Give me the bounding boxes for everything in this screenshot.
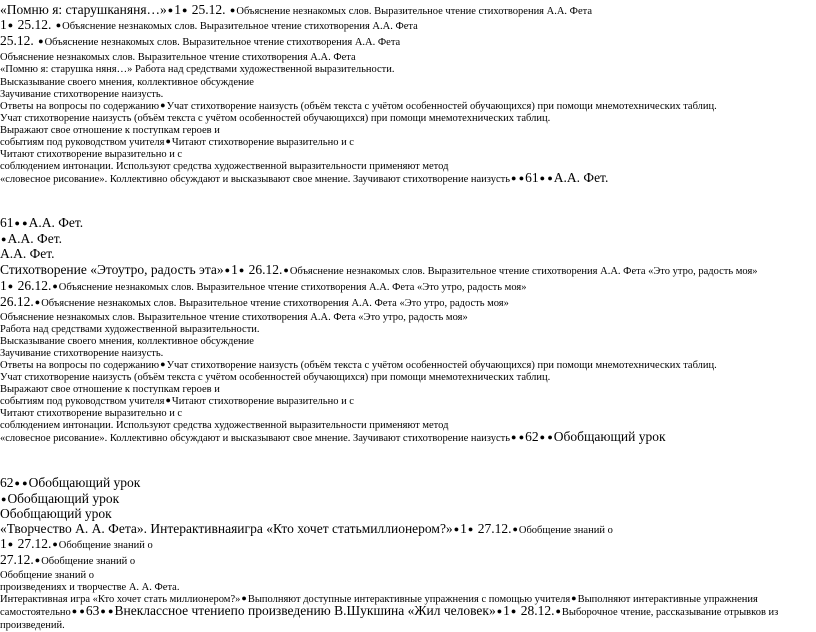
text-run: соблюдением интонации. Используют средства художественной выразительности применяют метод xyxy=(0,420,449,431)
text-run: событиям под руководством учителя xyxy=(0,396,165,407)
bullet-icon: ● xyxy=(224,265,231,275)
text-line xyxy=(0,536,153,552)
text-line xyxy=(0,231,62,247)
bullet-icon: ● ● xyxy=(71,606,85,616)
bullet-icon: ● xyxy=(453,524,460,534)
text-run: Высказывание своего мнения, коллективное обсуждение xyxy=(0,336,254,347)
text-run: Заучивание стихотворение наизусть. xyxy=(0,348,164,359)
text-run: Обобщающий урок xyxy=(553,429,666,444)
bullet-icon: ● xyxy=(467,524,474,534)
text-run: 61 xyxy=(0,215,14,230)
bullet-icon: ● xyxy=(52,539,58,549)
text-run: А.А. Фет. xyxy=(0,246,55,261)
bullet-icon: ● xyxy=(7,20,14,30)
bullet-icon: ● xyxy=(160,100,166,110)
bullet-icon: ● xyxy=(165,395,171,405)
text-line xyxy=(0,17,418,33)
text-run: Ответы на вопросы по содержанию xyxy=(0,360,160,371)
bullet-icon: ● ● xyxy=(100,606,114,616)
text-run: Читают стихотворение выразительно и с xyxy=(171,396,354,407)
text-run: 61 xyxy=(525,170,539,185)
text-run: Высказывание своего мнения, коллективное обсуждение xyxy=(0,77,254,88)
text-run: Учат стихотворение наизусть (объём текста с учётом особенностей обучающихся) при помощи мнемотехнических таблиц. xyxy=(166,101,717,112)
bullet-icon: ● xyxy=(510,606,517,616)
text-line xyxy=(0,616,65,632)
bullet-icon: ● xyxy=(241,593,247,603)
text-run: Внеклассное чтениепо произведению В.Шукшина «Жил человек» xyxy=(114,603,496,618)
text-run: соблюдением интонации. Используют средства художественной выразительности применяют метод xyxy=(0,161,449,172)
bullet-icon: ● ● xyxy=(539,432,553,442)
bullet-icon: ● xyxy=(1,234,7,244)
text-run: Объяснение незнакомых слов. Выразительное чтение стихотворения А.А. Фета «Это утро, радость моя» xyxy=(289,266,758,277)
bullet-icon: ● xyxy=(571,593,577,603)
bullet-icon: ● xyxy=(34,555,41,565)
text-run: произведениях и творчестве А. А. Фета. xyxy=(0,582,180,593)
text-run: Объяснение незнакомых слов. Выразительное чтение стихотворения А.А. Фета xyxy=(0,52,356,63)
text-run: Читают стихотворение выразительно и с xyxy=(0,408,183,419)
text-run: 1 xyxy=(0,17,7,32)
text-line xyxy=(0,603,778,619)
text-run: 1 xyxy=(0,278,7,293)
text-run: Объяснение незнакомых слов. Выразительное чтение стихотворения А.А. Фета xyxy=(62,21,418,32)
bullet-icon: ● xyxy=(283,265,289,275)
text-run: Объяснение незнакомых слов. Выразительное чтение стихотворения А.А. Фета «Это утро, радость моя» xyxy=(0,312,468,323)
text-run: А.А. Фет. xyxy=(28,215,84,230)
text-run: 26.12. xyxy=(0,294,34,309)
text-run: Объяснение незнакомых слов. Выразительное чтение стихотворения А.А. Фета «Это утро, радость моя» xyxy=(58,282,527,293)
text-line xyxy=(0,429,666,445)
text-line xyxy=(0,491,119,507)
text-run: 1 xyxy=(231,262,238,277)
text-run: Интерактивная игра «Кто хочет стать миллионером?» xyxy=(0,594,241,605)
text-run: Ответы на вопросы по содержанию xyxy=(0,101,160,112)
bullet-icon: ● xyxy=(496,606,503,616)
bullet-icon: ● xyxy=(7,281,14,291)
bullet-icon: ● xyxy=(52,281,58,291)
bullet-icon: ● xyxy=(512,524,518,534)
text-run: Обобщение знаний о xyxy=(518,525,613,536)
text-run: Обобщение знаний о xyxy=(0,570,94,581)
text-line xyxy=(0,170,608,186)
text-run: «Творчество А. А. Фета». Интерактивнаяигра «Кто хочет статьмиллионером?» xyxy=(0,521,453,536)
text-run: событиям под руководством учителя xyxy=(0,137,165,148)
text-line xyxy=(0,475,140,491)
text-run: Выражают свое отношение к поступкам героев и xyxy=(0,125,220,136)
text-run: 1 xyxy=(460,521,467,536)
bullet-icon: ● ● xyxy=(14,218,28,228)
text-run: А.А. Фет. xyxy=(553,170,609,185)
text-run: Выражают свое отношение к поступкам героев и xyxy=(0,384,220,395)
bullet-icon: ● xyxy=(167,5,174,15)
text-run: 26.12. xyxy=(245,262,283,277)
text-line xyxy=(0,246,55,262)
text-run: «Помню я: старушканяня…» xyxy=(0,2,167,17)
text-run: 1 xyxy=(174,2,181,17)
text-run: Объяснение незнакомых слов. Выразительное чтение стихотворения А.А. Фета «Это утро, радость моя» xyxy=(41,298,509,309)
text-run: Обобщающий урок xyxy=(28,475,141,490)
text-run: Выполняют доступные интерактивные упражнения с помощью учителя xyxy=(247,594,571,605)
text-run: Заучивание стихотворение наизусть. xyxy=(0,89,164,100)
bullet-icon: ● xyxy=(7,539,14,549)
bullet-icon: ● ● xyxy=(14,478,28,488)
text-run: Обобщение знаний о xyxy=(58,540,153,551)
bullet-icon: ● ● xyxy=(511,173,525,183)
bullet-icon: ● xyxy=(160,359,166,369)
text-run: Обобщающий урок xyxy=(7,491,120,506)
text-line xyxy=(0,278,526,294)
text-run: произведений. xyxy=(0,620,65,631)
text-run: Объяснение незнакомых слов. Выразительное чтение стихотворения А.А. Фета xyxy=(236,6,593,17)
text-run: 63 xyxy=(85,603,100,618)
text-run: Обобщающий урок xyxy=(0,506,112,521)
text-line xyxy=(0,521,613,537)
text-run: 62 xyxy=(525,429,539,444)
text-run: Выполняют интерактивные упражнения xyxy=(577,594,758,605)
text-run: Учат стихотворение наизусть (объём текста с учётом особенностей обучающихся) при помощи мнемотехнических таблиц. xyxy=(166,360,717,371)
text-run: 27.12. xyxy=(474,521,512,536)
text-run: 27.12. xyxy=(14,536,52,551)
text-run: Объяснение незнакомых слов. Выразительное чтение стихотворения А.А. Фета xyxy=(44,37,401,48)
text-run: Читают стихотворение выразительно и с xyxy=(0,149,183,160)
text-run: 1 xyxy=(503,603,510,618)
bullet-icon: ● xyxy=(181,5,188,15)
bullet-icon: ● xyxy=(165,136,171,146)
text-line xyxy=(0,506,112,522)
text-run: А.А. Фет. xyxy=(7,231,62,246)
text-run: Работа над средствами художественной выразительности. xyxy=(0,324,260,335)
text-run: 26.12. xyxy=(14,278,52,293)
text-run: 28.12. xyxy=(517,603,555,618)
text-run: «словесное рисование». Коллективно обсуждают и высказывают свое мнение. Заучивают стихотворение наизусть xyxy=(0,174,511,185)
text-run: Читают стихотворение выразительно и с xyxy=(171,137,354,148)
text-run: Обобщение знаний о xyxy=(41,556,136,567)
text-run: 25.12. xyxy=(188,2,229,17)
text-run: «словесное рисование». Коллективно обсуждают и высказывают свое мнение. Заучивают стихотворение наизусть xyxy=(0,433,511,444)
text-run: Учат стихотворение наизусть (объём текста с учётом особенностей обучающихся) при помощи мнемотехнических таблиц. xyxy=(0,113,551,124)
text-line xyxy=(0,215,83,231)
text-run: самостоятельно xyxy=(0,607,71,618)
text-run: 1 xyxy=(0,536,7,551)
bullet-icon: ● xyxy=(38,36,44,46)
bullet-icon: ● xyxy=(238,265,245,275)
text-run: Стихотворение «Этоутро, радость эта» xyxy=(0,262,224,277)
bullet-icon: ● xyxy=(34,297,41,307)
text-line xyxy=(0,2,592,18)
bullet-icon: ● ● xyxy=(539,173,553,183)
text-run: 25.12. xyxy=(0,33,38,48)
bullet-icon: ● ● xyxy=(511,432,525,442)
bullet-icon: ● xyxy=(555,606,561,616)
text-line xyxy=(0,33,400,49)
bullet-icon: ● xyxy=(229,5,236,15)
text-line xyxy=(0,262,758,278)
text-run: Учат стихотворение наизусть (объём текста с учётом особенностей обучающихся) при помощи мнемотехнических таблиц. xyxy=(0,372,551,383)
text-run: Выборочное чтение, рассказывание отрывков из xyxy=(561,607,779,618)
text-run: «Помню я: старушка няня…» Работа над средствами художественной выразительности. xyxy=(0,64,395,75)
text-run: 25.12. xyxy=(14,17,55,32)
bullet-icon: ● xyxy=(55,20,62,30)
text-run: 27.12. xyxy=(0,552,34,567)
text-run: 62 xyxy=(0,475,14,490)
bullet-icon: ● xyxy=(1,494,7,504)
